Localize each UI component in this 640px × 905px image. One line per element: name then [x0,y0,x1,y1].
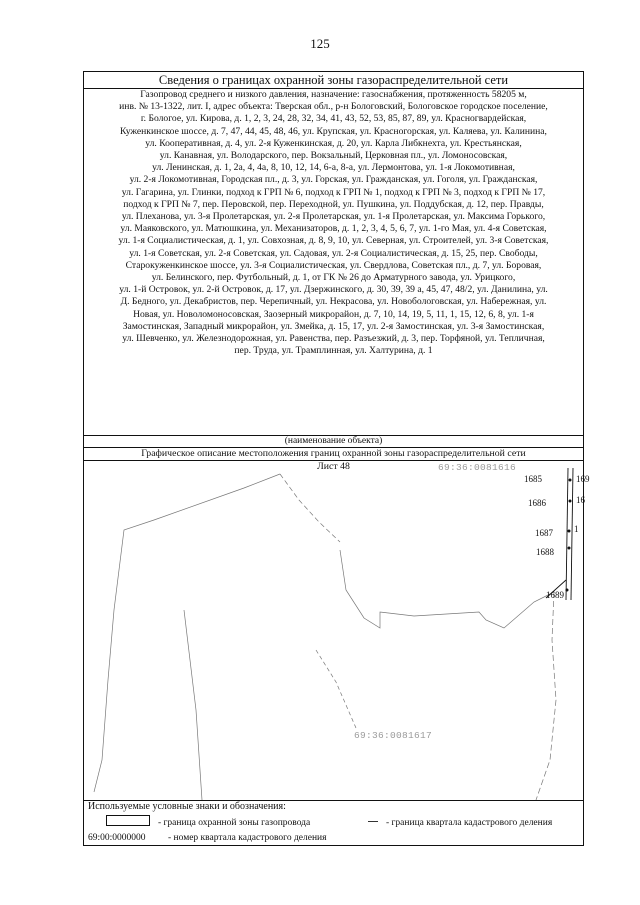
boundary-point [569,500,572,503]
description-line: пер. Труда, ул. Трамплинная, ул. Халтурина, д. 1 [234,345,433,357]
point-label: 1686 [528,498,546,508]
description-line: ул. 1-я Советская, ул. 2-я Советская, ул. Садовая, ул. 2-я Социалистическая, д. 15, 25, пер. Свободы, [129,247,538,259]
description-line: ул. Плеханова, ул. 3-я Пролетарская, ул. 2-я Пролетарская, ул. 1-я Пролетарская, ул. Максима Горького, [121,211,546,223]
description-line: ул. Шевченко, ул. Железнодорожная, ул. Равенства, пер. Разъезжий, д. 3, пер. Торфяной, ул. Тепличная, [122,333,545,345]
point-label: 1687 [535,528,553,538]
quarter-border-line [184,610,202,800]
graphic-title: Графическое описание местоположения границ охранной зоны газораспределительной сети [84,448,583,461]
point-side-label: 169 [576,474,590,484]
boundary-map [84,460,590,801]
boundary-point [566,589,569,592]
description-line: ул. Канавная, ул. Володарского, пер. Вокзальный, Церковная пл., ул. Ломоносовская, [159,150,508,162]
quarter-border-line [316,650,356,728]
point-label: 1689 [546,590,564,600]
description-line: Замостинская, Западный микрорайон, ул. Змейка, д. 15, 17, ул. 2-я Замостинская, ул. 3-я Замостинская, [122,320,545,332]
object-name-label: (наименование объекта) [84,435,583,448]
zone-border-line [566,468,568,600]
zone-border-swatch [106,815,150,826]
quarter-border-line [340,550,554,628]
legend-quarter-border: - граница квартала кадастрового деления [386,818,553,828]
point-label: 1685 [524,474,542,484]
quarter-border-line [536,592,556,800]
point-label: 1688 [536,547,554,557]
document-frame [83,71,590,846]
description-line: ул. Белинского, пер. Футбольный, д. 1, от ГК № 26 до Арматурного завода, ул. Урицкого, [151,272,516,284]
section-title: Сведения о границах охранной зоны газораспределительной сети [84,72,583,89]
description-line: ул. Маяковского, ул. Матюшкина, ул. Механизаторов, д. 1, 2, 3, 4, 5, 6, 7, ул. 1-го Мая, ул. 4-я Советская, [120,223,547,235]
legend-zone-border: - граница охранной зоны газопровода [158,818,311,828]
quarter-border-line [280,474,340,542]
description-line: ул. 1-й Островок, ул. 2-й Островок, д. 17, ул. Дзержинского, д. 30, 39, 39 а, 45, 47, 48/2, ул. Данилина, ул. [119,284,548,296]
description-line: г. Бологое, ул. Кирова, д. 1, 2, 3, 24, 28, 32, 34, 41, 43, 52, 53, 85, 87, 89, ул. Красногвардейская, [140,113,527,125]
description-line: ул. Кооперативная, д. 4, ул. 2-я Куженкинская, д. 20, ул. Карла Либкнехта, ул. Крестьянская, [145,137,522,149]
object-description [86,89,581,436]
description-line: ул. 1-я Социалистическая, д. 1, ул. Совхозная, д. 8, 9, 10, ул. Северная, ул. Строителей, ул. 3-я Советская, [118,235,549,247]
page-number: 125 [310,36,330,51]
zone-border-line [571,468,573,600]
cadastral-quarter-label: 69:36:0081616 [438,462,517,473]
boundary-point [569,479,572,482]
description-line: Д. Бедного, ул. Декабристов, пер. Черепичный, ул. Некрасова, ул. Новобологовская, ул. Набережная, ул. [120,296,547,308]
description-line: Куженкинское шоссе, д. 7, 47, 44, 45, 48, 46, ул. Крупская, ул. Красногорская, ул. Каляева, ул. Калинина, [120,125,547,137]
point-side-label: 1 [574,524,579,534]
boundary-point [568,547,571,550]
point-side-label: 16 [576,495,585,505]
boundary-point [568,530,571,533]
description-line: Старокуженкинское шоссе, ул. 3-я Социалистическая, ул. Свердлова, Советская пл., д. 7, ул. Боровая, [125,259,542,271]
map-drawing [84,460,583,800]
legend-title: Используемые условные знаки и обозначения: [88,801,286,812]
description-line: Газопровод среднего и низкого давления, назначение: газоснабжения, протяженность 58205 м, [140,89,527,100]
quarter-border-swatch [368,821,378,822]
legend-quarter-number: - номер квартала кадастрового деления [168,833,327,843]
description-line: ул. Ленинская, д. 1, 2а, 4, 4а, 8, 10, 12, 14, 6-а, 8-а, ул. Лермонтова, ул. 1-я Локомотивная, [152,162,515,174]
description-line: Новая, ул. Новоломоносовская, Заозерный микрорайон, д. 7, 10, 14, 19, 5, 11, 1, 15, 12, 6, 8, ул. 1-я [133,308,534,320]
sheet-label: Лист 48 [317,461,350,472]
description-line: ул. Гагарина, ул. Глинки, подход к ГРП № 6, подход к ГРП № 1, подход к ГРП № 3, подход к ГРП № 17, [121,186,546,198]
description-line: подход к ГРП № 7, пер. Перовской, пер. Переходной, ул. Пушкина, ул. Поддубская, д. 12, пер. Правды, [123,198,544,210]
legend-quarter-number-sample: 69:00:0000000 [88,833,146,843]
cadastral-quarter-label: 69:36:0081617 [354,730,433,741]
description-line: ул. 2-я Локомотивная, Городская пл., д. 3, ул. Горская, ул. Гражданская, ул. Гоголя, ул. Гражданская, [129,174,538,186]
description-line: инв. № 13-1322, лит. I, адрес объекта: Тверская обл., р-н Бологовский, Бологовское городское поселение, [119,101,548,113]
